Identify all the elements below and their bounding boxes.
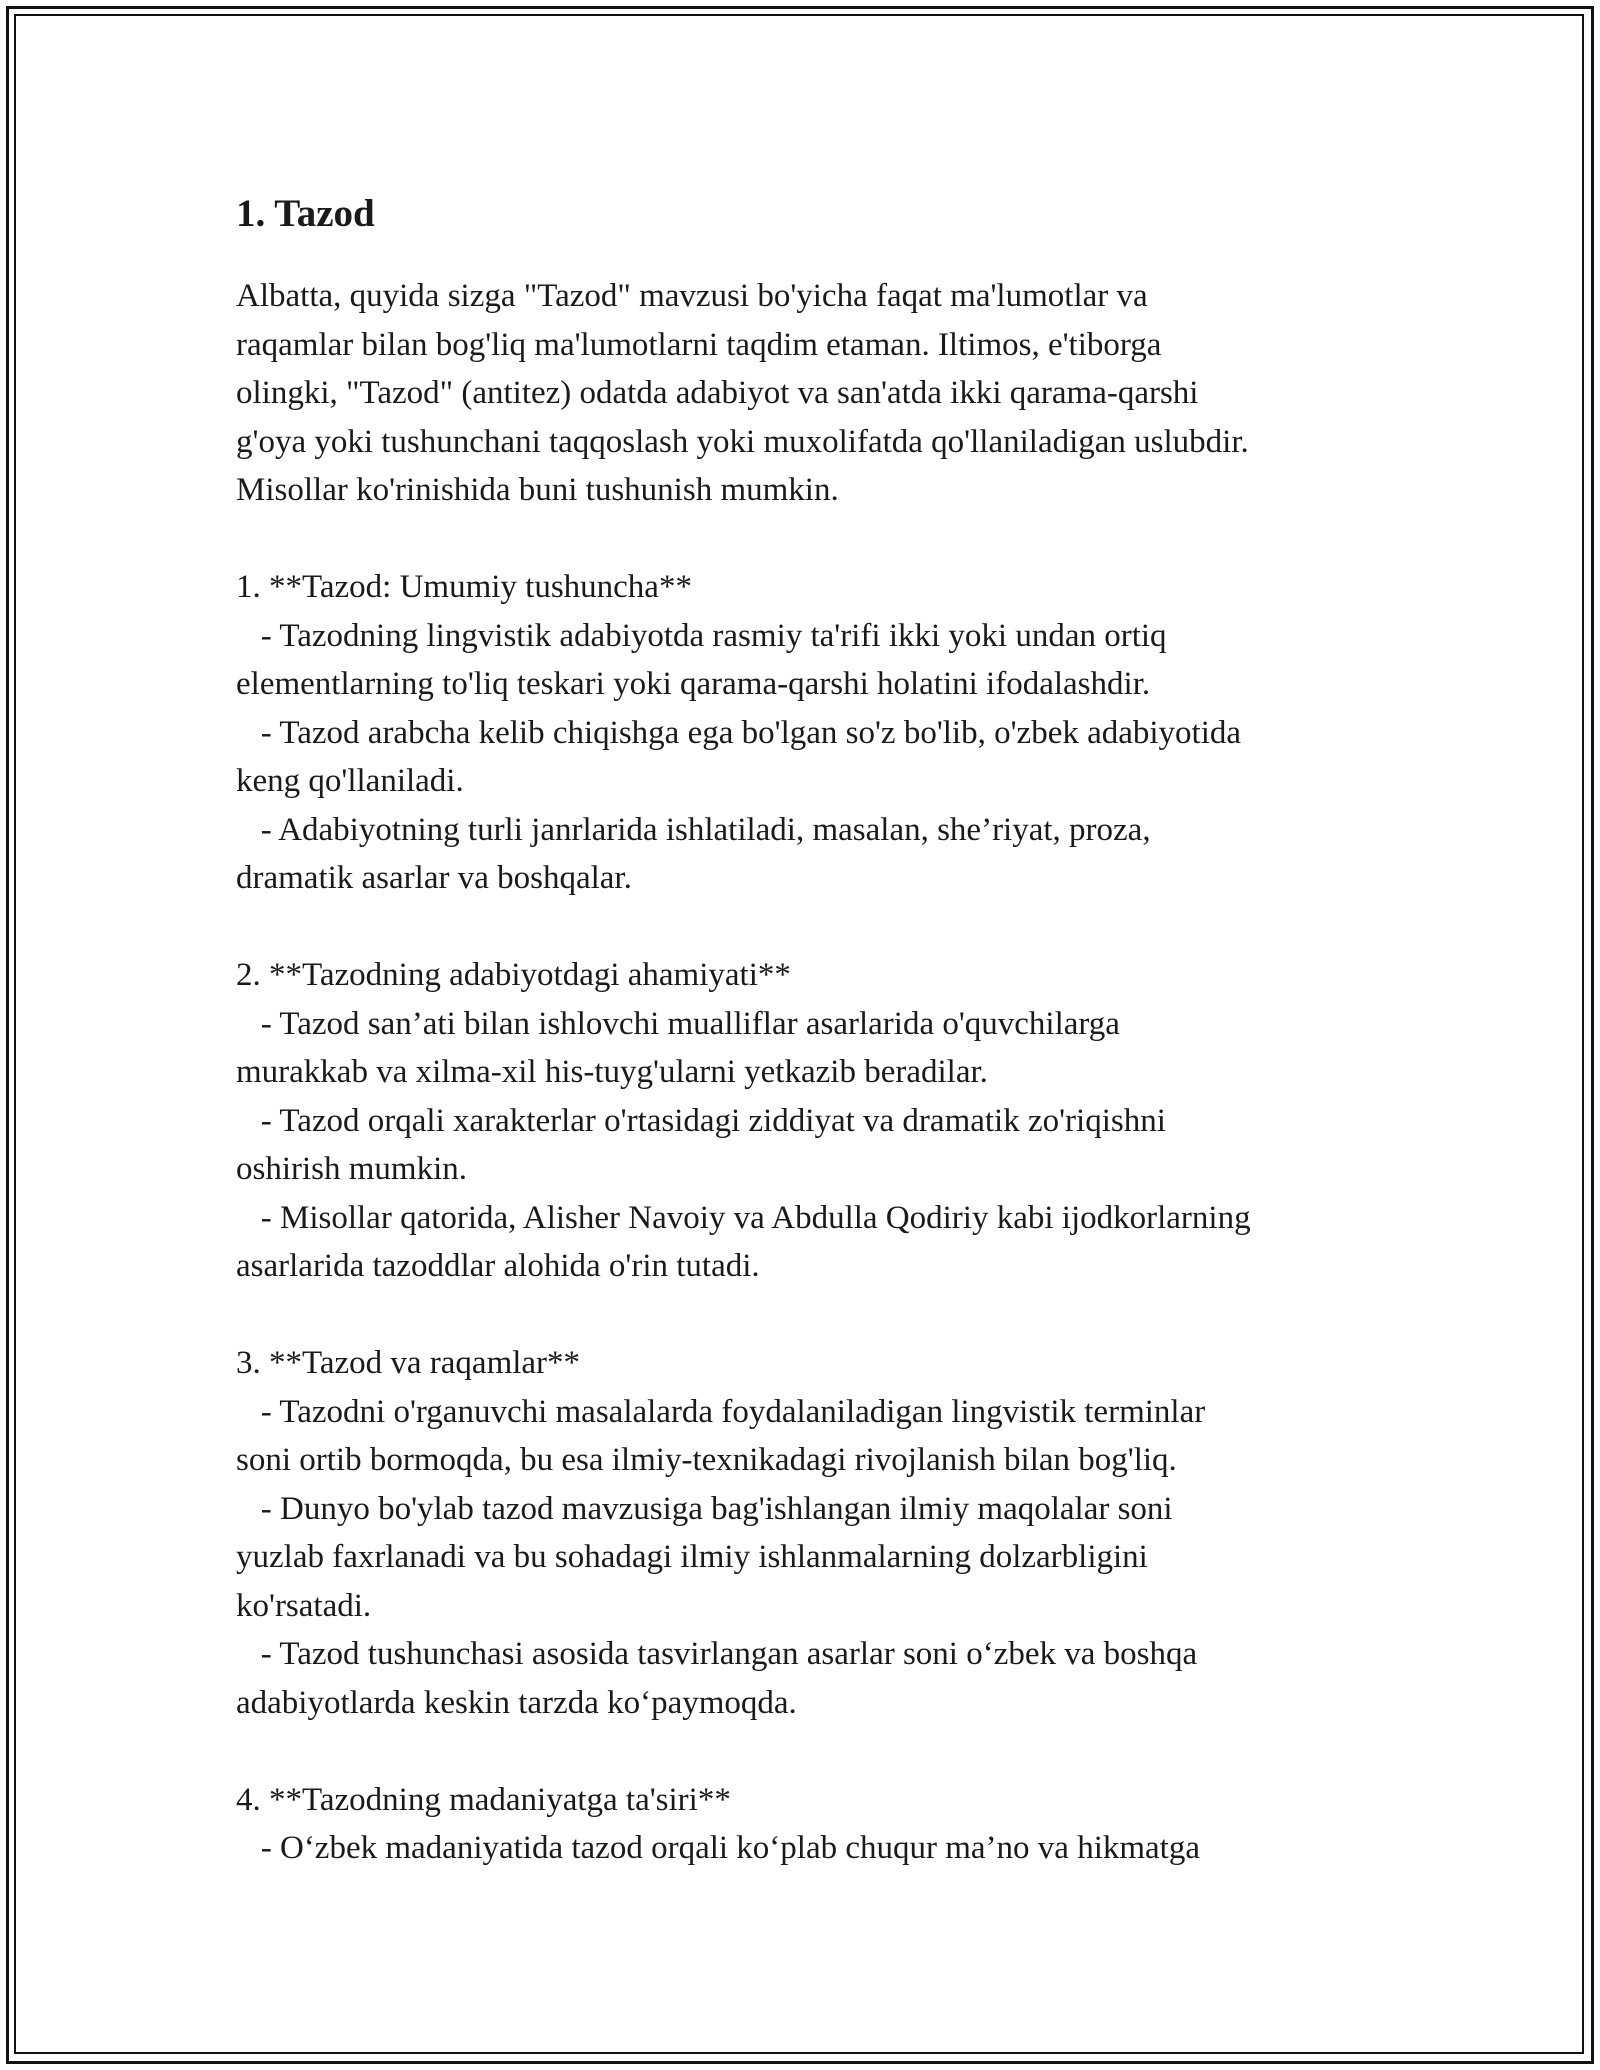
document-body-text: Albatta, quyida sizga "Tazod" mavzusi bo'yicha faqat ma'lumotlar va raqamlar bilan bog'liq ma'lumotlarni taqdim etaman. Iltimos, e'tiborga olingki, "Tazod" (antitez) odatda adabiyot va san'atda ikki qarama-qarshi g'oya yoki tushunchani taqqoslash yoki muxolifatda qo'llaniladigan uslubdir. Misollar ko'rinishida buni tushunish mumkin. 1. **Tazod: Umumiy tushuncha** - Tazodning lingvistik adabiyotda rasmiy ta'rifi ikki yoki undan ortiq elementlarning to'liq teskari yoki qarama-qarshi holatini ifodalashdir. - Tazod arabcha kelib chiqishga ega bo'lgan so'z bo'lib, o'zbek adabiyotida keng qo'llaniladi. - Adabiyotning turli janrlarida ishlatiladi, masalan, she’riyat, proza, dramatik asarlar va boshqalar. 2. **Tazodning adabiyotdagi ahamiyati** - Tazod san’ati bilan ishlovchi mualliflar asarlarida o'quvchilarga murakkab va xilma-xil his-tuyg'ularni yetkazib beradilar. - Tazod orqali xarakterlar o'rtasidagi ziddiyat va dramatik zo'riqishni oshirish mumkin. - Misollar qatorida, Alisher Navoiy va Abdulla Qodiriy kabi ijodkorlarning asarlarida tazoddlar alohida o'rin tutadi. 3. **Tazod va raqamlar** - Tazodni o'rganuvchi masalalarda foydalaniladigan lingvistik terminlar soni ortib bormoqda, bu esa ilmiy-texnikadagi rivojlanish bilan bog'liq. - Dunyo bo'ylab tazod mavzusiga bag'ishlangan ilmiy maqolalar soni yuzlab faxrlanadi va bu sohadagi ilmiy ishlanmalarning dolzarbligini ko'rsatadi. - Tazod tushunchasi asosida tasvirlangan asarlar soni o‘zbek va boshqa adabiyotlarda keskin tarzda ko‘paymoqda. 4. **Tazodning madaniyatga ta'siri** - O‘zbek madaniyatida tazod orqali ko‘plab chuqur ma’no va hikmatga	[236, 278, 1251, 1866]
document-title: 1. Tazod	[236, 192, 375, 235]
document-page	[236, 186, 1396, 1873]
